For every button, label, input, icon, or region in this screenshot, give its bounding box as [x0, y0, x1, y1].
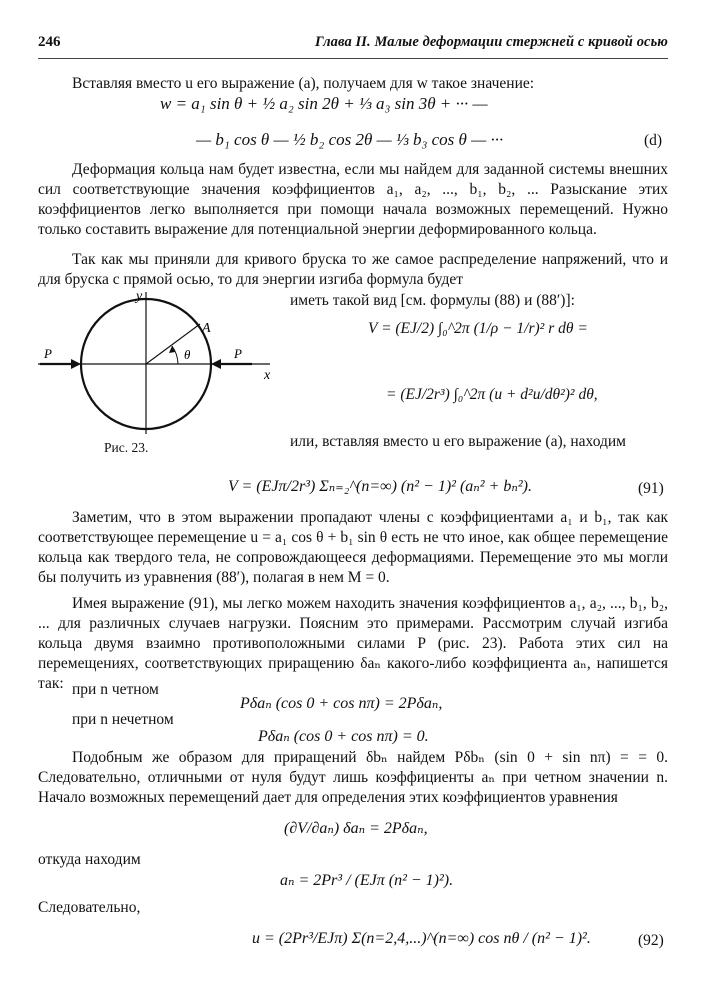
- equation-odd: Pδaₙ (cos 0 + cos nπ) = 0.: [258, 728, 429, 745]
- equation-91-label: (91): [638, 480, 664, 497]
- equation-even: Pδaₙ (cos 0 + cos nπ) = 2Pδaₙ,: [240, 695, 443, 712]
- equation-V-line2: = (EJ/2r³) ∫₀^2π (u + d²u/dθ²)² dθ,: [386, 386, 598, 403]
- equation-92-label: (92): [638, 932, 664, 949]
- label-y: y: [136, 289, 143, 304]
- paragraph-3-continued: иметь такой вид [см. формулы (88) и (88′)]:: [290, 292, 575, 309]
- label-theta: θ: [184, 347, 191, 362]
- label-P-right: P: [234, 346, 242, 361]
- equation-virtual-work: (∂V/∂aₙ) δaₙ = 2Pδaₙ,: [284, 820, 428, 837]
- equation-92: u = (2Pr³/EJπ) Σ(n=2,4,...)^(n=∞) cos nθ / (n² − 1)².: [252, 930, 591, 947]
- case-odd-label: при n нечетном: [72, 711, 174, 728]
- figure-caption: Рис. 23.: [104, 440, 149, 455]
- paragraph-9: Подобным же образом для приращений δbₙ найдем Pδbₙ (sin 0 + sin nπ) = = 0. Следовательно, отличными от нуля будут лишь коэффициенты aₙ при четном значении n. Начало возможных перемещений дает для определения этих коэффициентов уравнения: [38, 749, 668, 806]
- equation-91: V = (EJπ/2r³) Σₙ₌₂^(n=∞) (n² − 1)² (aₙ² + bₙ²).: [228, 478, 532, 495]
- equation-d-line1: w = a₁ sin θ + ½ a₂ sin 2θ + ⅓ a₃ sin 3θ + ··· —: [160, 94, 488, 113]
- radius-line: [146, 324, 200, 364]
- paragraph-5: Заметим, что в этом выражении пропадают члены с коэффициентами a₁ и b₁, так как соответствующее перемещение u = a₁ cos θ + b₁ sin θ есть не что иное, как общее перемещение кольца как твердого тела, не сопровождающееся деформациями. Перемещение это мы могли бы получить из уравнения (88′), полагая в нем M = 0.: [38, 509, 668, 586]
- paragraph-1: Вставляя вместо u его выражение (а), получаем для w такое значение:: [72, 75, 535, 92]
- chapter-title: Глава II. Малые деформации стержней с кривой осью: [315, 34, 668, 50]
- force-left-arrowhead: [71, 359, 81, 369]
- paragraph-2: Деформация кольца нам будет известна, если мы найдем для заданной системы внешних сил соответствующие значения коэффициентов a₁, a₂, ..., b₁, b₂, ... Разыскание этих коэффициентов легко выполняется при помощи начала возможных перемещений. Нужно только составить выражение для потенциальной энергии деформированного кольца.: [38, 161, 668, 238]
- force-right-arrowhead: [211, 359, 221, 369]
- paragraph-3: Так как мы приняли для кривого бруска то же самое распределение напряжений, что и для бруска с прямой осью, то для энергии изгиба формула будет: [38, 251, 668, 288]
- equation-d-label: (d): [644, 132, 663, 149]
- case-even-label: при n четном: [72, 681, 159, 698]
- equation-V-line1: V = (EJ/2) ∫₀^2π (1/ρ − 1/r)² r dθ =: [368, 320, 588, 337]
- label-x: x: [264, 368, 271, 383]
- header-rule: [38, 58, 668, 59]
- paragraph-6: Имея выражение (91), мы легко можем находить значения коэффициентов a₁, a₂, ..., b₁, b₂, ... для различных случаев нагрузки. Поясним это примерами. Рассмотрим случай изгиба кольца двумя взаимно противоположными силами P (рис. 23). Работа этих сил на перемещениях, соответствующих приращению δaₙ какого-либо коэффициента aₙ, напишется так:: [38, 595, 668, 692]
- equation-an: aₙ = 2Pr³ / (EJπ (n² − 1)²).: [280, 872, 454, 889]
- figure-23: [38, 286, 288, 436]
- paragraph-10: откуда находим: [38, 851, 141, 868]
- equation-d-line2: — b₁ cos θ — ½ b₂ cos 2θ — ⅓ b₃ cos θ — ···: [196, 130, 504, 149]
- paragraph-11: Следовательно,: [38, 899, 141, 916]
- paragraph-4: или, вставляя вместо u его выражение (а), находим: [290, 433, 626, 450]
- label-A: A: [202, 321, 211, 336]
- page-number: 246: [38, 34, 61, 50]
- label-P-left: P: [44, 346, 52, 361]
